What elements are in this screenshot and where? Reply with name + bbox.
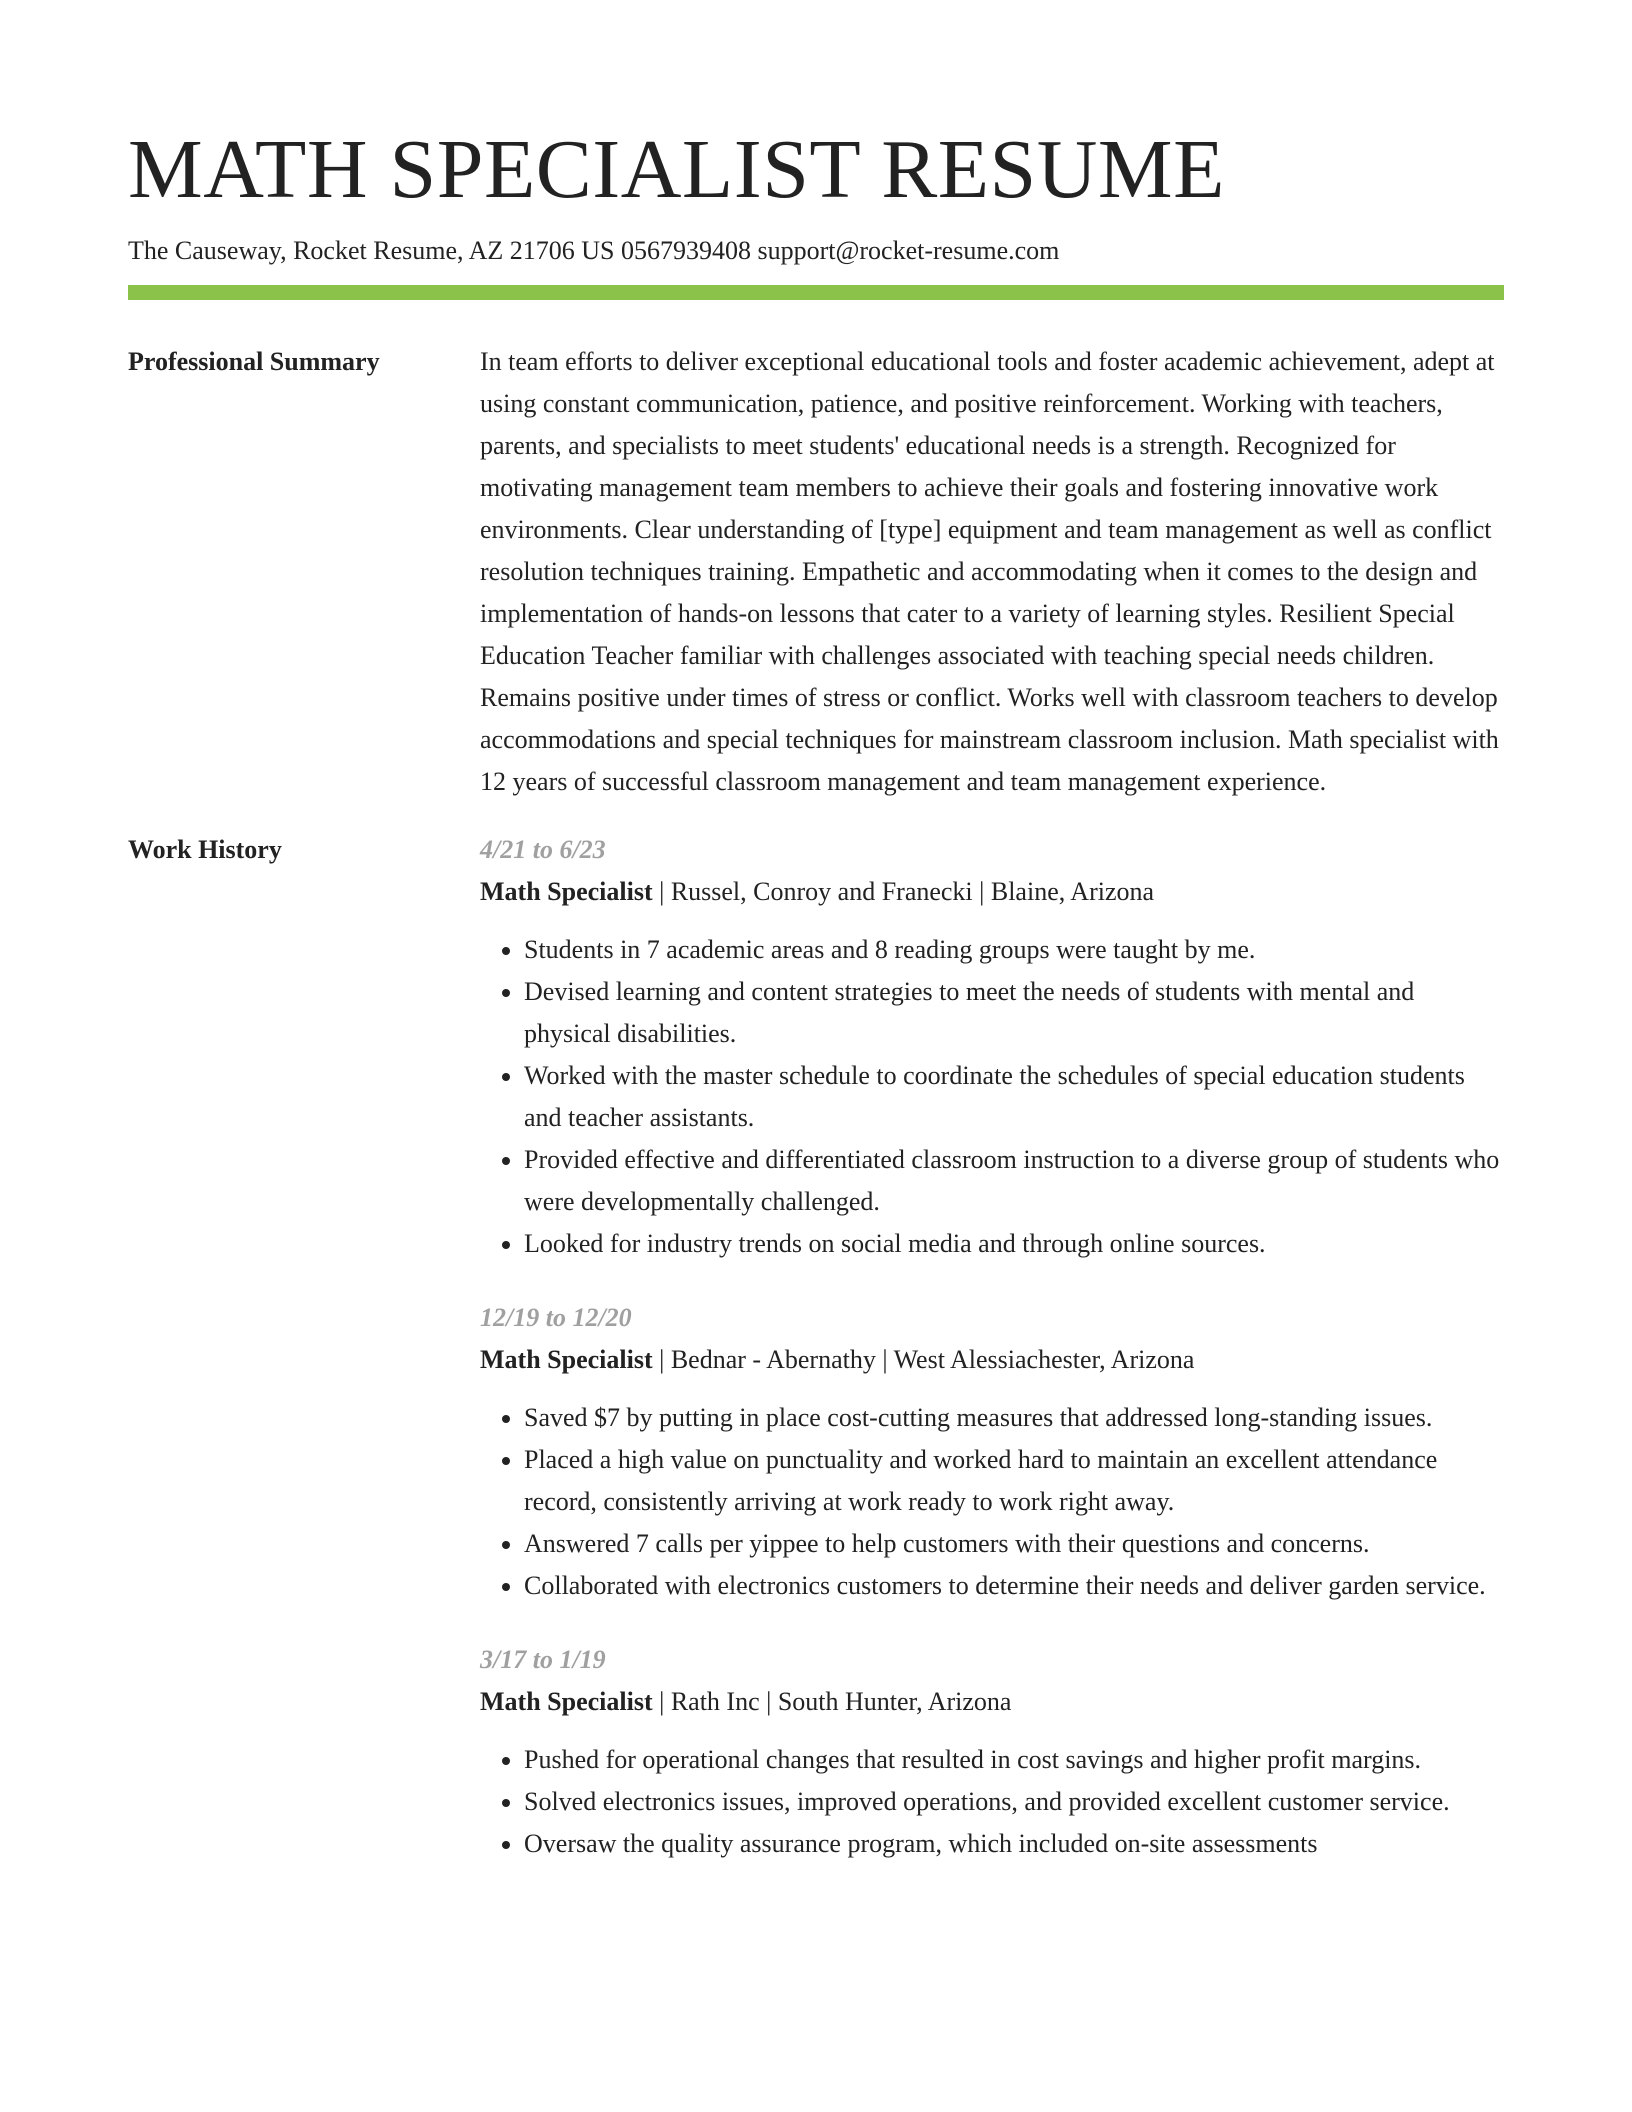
job-bullet: • Students in 7 academic areas and 8 reading groups were taught by me. bbox=[524, 929, 1504, 971]
job-details: | Bednar - Abernathy | West Alessiachester, Arizona bbox=[652, 1345, 1195, 1374]
job-bullet: • Pushed for operational changes that resulted in cost savings and higher profit margins. bbox=[524, 1739, 1504, 1781]
job-title: Math Specialist bbox=[480, 1345, 653, 1374]
work-body bbox=[480, 829, 1504, 1897]
accent-divider bbox=[128, 285, 1504, 300]
job-details: | Rath Inc | South Hunter, Arizona bbox=[652, 1687, 1012, 1716]
work-history-section bbox=[128, 837, 1504, 1897]
job-title: Math Specialist bbox=[480, 1687, 653, 1716]
job-bullet: • Worked with the master schedule to coordinate the schedules of special education students and teacher assistants. bbox=[524, 1055, 1504, 1139]
job-entry bbox=[480, 1639, 1504, 1865]
job-entry bbox=[480, 1297, 1504, 1607]
job-bullet: • Provided effective and differentiated classroom instruction to a diverse group of students who were developmentally challenged. bbox=[524, 1139, 1504, 1223]
job-bullet: • Devised learning and content strategies to meet the needs of students with mental and physical disabilities. bbox=[524, 971, 1504, 1055]
job-details: | Russel, Conroy and Franecki | Blaine, Arizona bbox=[652, 877, 1155, 906]
job-bullet-list bbox=[480, 1397, 1504, 1607]
section-label-work: Work History bbox=[128, 835, 282, 864]
job-dates: 4/21 to 6/23 bbox=[480, 835, 606, 864]
job-bullet: • Placed a high value on punctuality and worked hard to maintain an excellent attendance record, consistently arriving at work ready to work right away. bbox=[524, 1439, 1504, 1523]
contact-line: The Causeway, Rocket Resume, AZ 21706 US 0567939408 support@rocket-resume.com bbox=[128, 236, 1060, 265]
job-bullet-list bbox=[480, 1739, 1504, 1865]
job-bullet: • Solved electronics issues, improved operations, and provided excellent customer service. bbox=[524, 1781, 1504, 1823]
summary-body bbox=[480, 341, 1504, 803]
job-bullet: • Collaborated with electronics customers to determine their needs and deliver garden service. bbox=[524, 1565, 1504, 1607]
job-entry bbox=[480, 829, 1504, 1265]
job-title-line bbox=[480, 1339, 1504, 1381]
job-bullet: • Saved $7 by putting in place cost-cutting measures that addressed long-standing issues. bbox=[524, 1397, 1504, 1439]
job-bullet: • Answered 7 calls per yippee to help customers with their questions and concerns. bbox=[524, 1523, 1504, 1565]
professional-summary-section bbox=[128, 349, 1504, 803]
job-bullet: • Looked for industry trends on social media and through online sources. bbox=[524, 1223, 1504, 1265]
job-dates: 12/19 to 12/20 bbox=[480, 1303, 632, 1332]
job-bullet-list bbox=[480, 929, 1504, 1265]
job-dates: 3/17 to 1/19 bbox=[480, 1645, 606, 1674]
resume-title: MATH SPECIALIST RESUME bbox=[128, 123, 1225, 216]
job-title: Math Specialist bbox=[480, 877, 653, 906]
job-title-line bbox=[480, 871, 1504, 913]
summary-text: In team efforts to deliver exceptional educational tools and foster academic achievement, adept at using constant communication, patience, and positive reinforcement. Working with teachers, parents, and specialists to meet students' educational needs is a strength. Recognized for motivating management team members to achieve their goals and fostering innovative work environments. Clear understanding of [type] equipment and team management as well as conflict resolution techniques training. Empathetic and accommodating when it comes to the design and implementation of hands-on lessons that cater to a variety of learning styles. Resilient Special Education Teacher familiar with challenges associated with teaching special needs children. Remains positive under times of stress or conflict. Works well with classroom teachers to develop accommodations and special techniques for mainstream classroom inclusion. Math specialist with 12 years of successful classroom management and team management experience. bbox=[480, 347, 1499, 796]
resume-page bbox=[128, 0, 1504, 1897]
section-label-summary: Professional Summary bbox=[128, 347, 380, 376]
job-title-line bbox=[480, 1681, 1504, 1723]
job-bullet: • Oversaw the quality assurance program, which included on-site assessments bbox=[524, 1823, 1504, 1865]
